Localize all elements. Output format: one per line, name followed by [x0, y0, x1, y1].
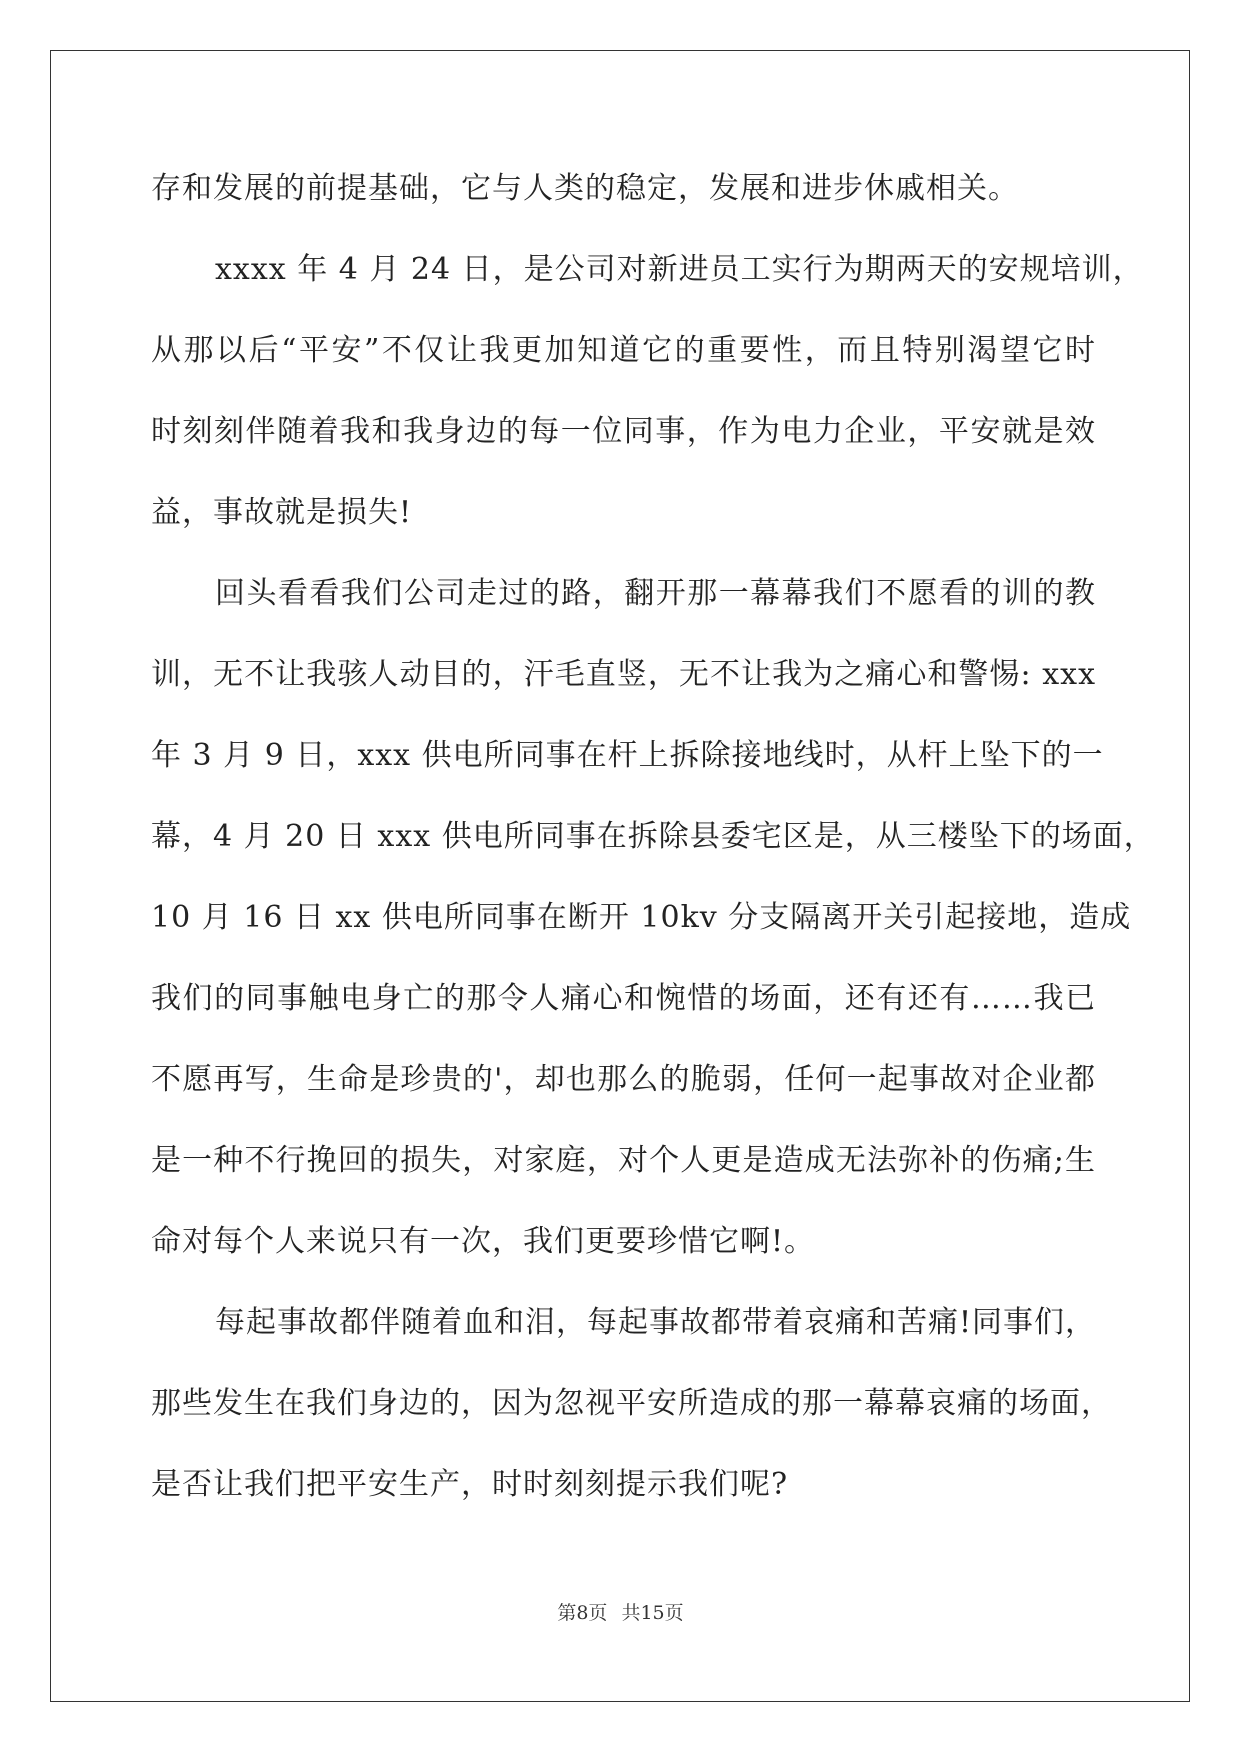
text-line: 我们的同事触电身亡的那令人痛心和惋惜的场面，还有还有……我已: [151, 981, 1096, 1016]
text-line: 命对每个人来说只有一次，我们更要珍惜它啊!。: [151, 1224, 816, 1259]
text-line: 10 月 16 日 xx 供电所同事在断开 10kv 分支隔离开关引起接地，造成: [151, 900, 1132, 935]
text-line: 不愿再写，生命是珍贵的'，却也那么的脆弱，任何一起事故对企业都: [151, 1062, 1096, 1097]
text-line: 幕，4 月 20 日 xxx 供电所同事在拆除县委宅区是，从三楼坠下的场面，: [151, 819, 1155, 854]
text-line: 从那以后“平安”不仅让我更加知道它的重要性，而且特别渴望它时: [151, 333, 1096, 368]
text-line: xxxx 年 4 月 24 日，是公司对新进员工实行为期两天的安规培训，: [215, 252, 1144, 287]
text-line: 训，无不让我骇人动目的，汗毛直竖，无不让我为之痛心和警惕: xxx: [151, 657, 1096, 692]
text-line: 是否让我们把平安生产，时时刻刻提示我们呢?: [151, 1467, 789, 1502]
text-line: 时刻刻伴随着我和我身边的每一位同事，作为电力企业，平安就是效: [151, 414, 1096, 449]
page-total: 共15页: [621, 1602, 684, 1624]
text-line: 回头看看我们公司走过的路，翻开那一幕幕我们不愿看的训的教: [215, 576, 1096, 611]
text-line: 是一种不行挽回的损失，对家庭，对个人更是造成无法弥补的伤痛;生: [151, 1143, 1096, 1178]
page-footer: [0, 1598, 1241, 1625]
text-line: 那些发生在我们身边的，因为忽视平安所造成的那一幕幕哀痛的场面，: [151, 1386, 1112, 1421]
page-number: 第8页: [557, 1602, 608, 1624]
text-line: 存和发展的前提基础，它与人类的稳定，发展和进步休戚相关。: [151, 171, 1019, 206]
text-line: 每起事故都伴随着血和泪，每起事故都带着哀痛和苦痛!同事们，: [215, 1305, 1097, 1340]
text-line: 益，事故就是损失!: [151, 495, 413, 530]
document-body: [151, 148, 1155, 1525]
text-line: 年 3 月 9 日，xxx 供电所同事在杆上拆除接地线时，从杆上坠下的一: [151, 738, 1104, 773]
